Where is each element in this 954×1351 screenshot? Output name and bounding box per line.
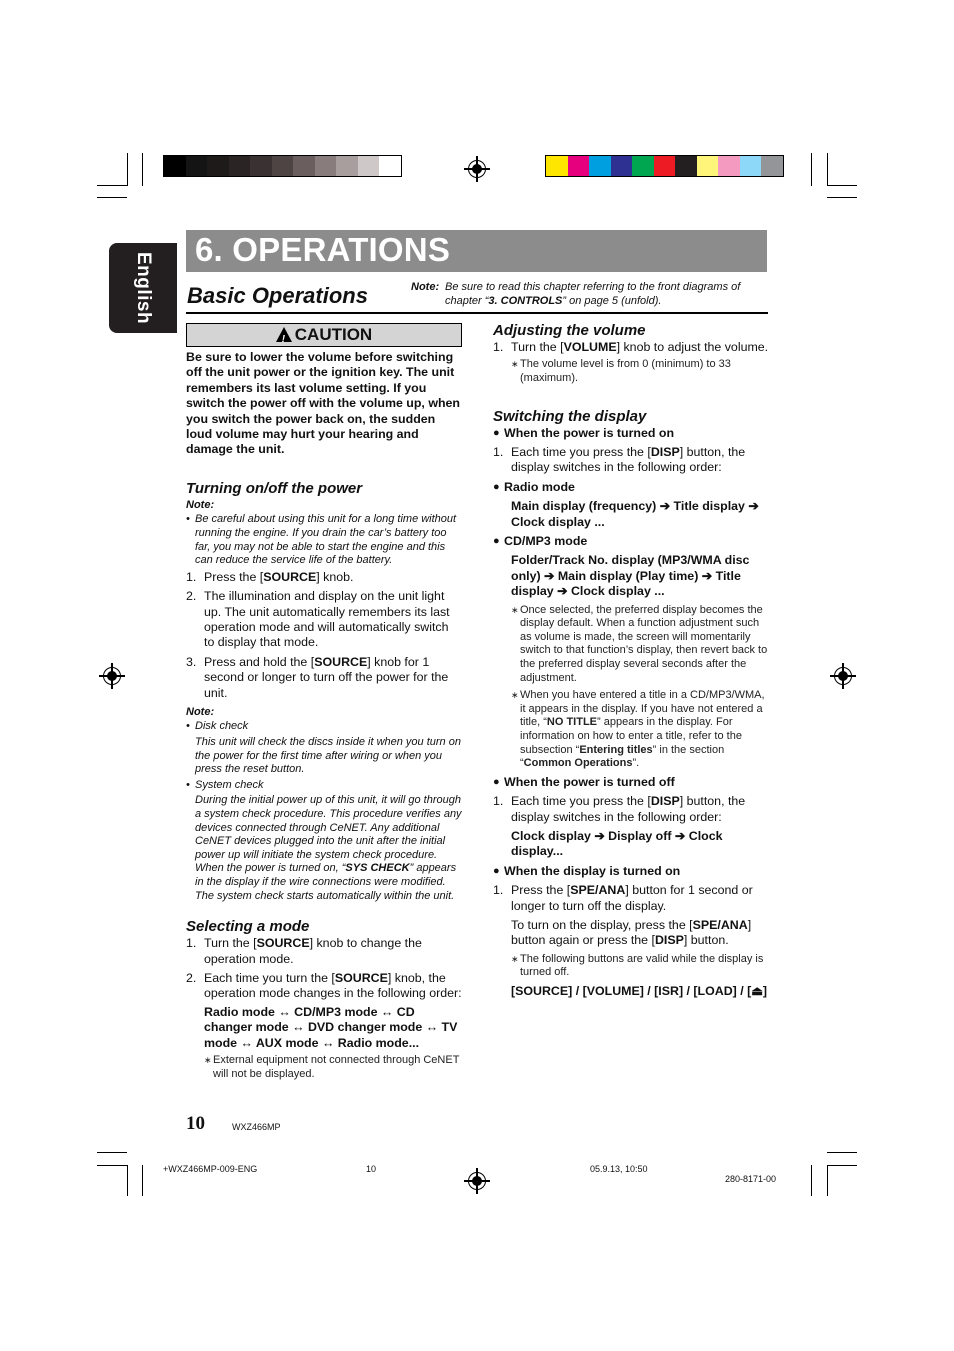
system-check-note: • System check (186, 778, 264, 791)
crop-mark (827, 185, 857, 186)
crop-mark (127, 1165, 128, 1196)
crop-mark (142, 153, 143, 186)
color-swatch (379, 156, 401, 176)
mode-sequence: Radio mode ↔ CD/MP3 mode ↔ CD changer mode ↔ DVD changer mode ↔ TV mode ↔ AUX mode ↔ Radio mode... (204, 1004, 458, 1050)
color-swatch (358, 156, 380, 176)
color-swatch (718, 156, 740, 176)
color-swatch (589, 156, 611, 176)
note-label: Note: (186, 499, 215, 511)
disk-check-note: • Disk check (186, 720, 249, 733)
volume-heading: Adjusting the volume (493, 322, 646, 339)
grayscale-color-bar (163, 155, 402, 177)
chapter-title: 6. OPERATIONS (195, 231, 451, 268)
color-swatch (272, 156, 294, 176)
power-off-subheading: ● When the power is turned off (493, 774, 675, 789)
footer-code: 280-8171-00 (725, 1174, 777, 1184)
caution-text: Be sure to lower the volume before switching off the unit power or the ignition key. The unit remembers its last volume setting. If you switch the power off with the volume up, when you switch the power back on, the sudden loud volume may hurt your hearing and damage the unit. (186, 350, 460, 457)
color-swatch (654, 156, 676, 176)
page-number: 10 (186, 1113, 205, 1134)
list-item: 2. Each time you turn the [SOURCE] knob, the operation mode changes in the following order: (186, 970, 462, 1001)
crop-mark (811, 153, 812, 186)
mode-footnote: ∗ External equipment not connected through CeNET will not be displayed. (204, 1054, 460, 1080)
list-item: 1. Press the [SPE/ANA] button for 1 second or longer to turn off the display. (493, 883, 753, 913)
color-swatch (611, 156, 633, 176)
crop-mark (827, 197, 857, 198)
disk-check-text: This unit will check the discs inside it when you turn on the power for the first time after wiring or when you press the reset button. (195, 736, 461, 776)
registration-mark-icon (468, 160, 486, 178)
crop-mark (827, 1152, 857, 1153)
chapter-title-bar (186, 230, 767, 272)
list-item: 1. Turn the [VOLUME] knob to adjust the volume. (493, 340, 769, 354)
cd-mode-subheading: ● CD/MP3 mode (493, 534, 588, 549)
crop-mark (97, 185, 127, 186)
footer-page: 10 (366, 1164, 377, 1174)
list-item: 3. Press and hold the [SOURCE] knob for 1 second or longer to turn off the power for the unit. (186, 654, 449, 700)
registration-mark-icon (103, 667, 121, 685)
note-label: Note: (186, 706, 215, 719)
crop-mark (97, 197, 127, 198)
header-note: Note: Be sure to read this chapter referring to the front diagrams of chapter “3. CONTROLS” on page 5 (unfold). (411, 281, 741, 307)
crop-mark (97, 1165, 127, 1166)
title-footnote: ∗ When you have entered a title in a CD/MP3/WMA, it appears in the display. If you have not entered a title, “NO TITLE” appears in the display. For information on how to enter a title, refer to the subsection “Entering titles” in the section “Common Operations”. (511, 689, 765, 770)
registration-mark-icon (468, 1172, 486, 1190)
color-swatch (632, 156, 654, 176)
crop-mark (811, 1165, 812, 1196)
crop-mark (142, 1165, 143, 1196)
caution-box (186, 323, 462, 347)
section-title: Basic Operations (187, 283, 368, 308)
model-number: WXZ466MP (232, 1122, 281, 1132)
list-item: 1. Each time you press the [DISP] button, the display switches in the following order: (493, 794, 746, 824)
color-swatch (293, 156, 315, 176)
color-swatch (675, 156, 697, 176)
color-swatch (250, 156, 272, 176)
language-tab (109, 243, 177, 333)
footer-file: +WXZ466MP-009-ENG (163, 1164, 258, 1174)
power-on-subheading: ● When the power is turned on (493, 425, 675, 440)
left-column (186, 480, 462, 1081)
power-note: • Be careful about using this unit for a long time without running the engine. If you drain the car’s battery too far, you may not be able to start the engine and this can reduce the service life of the battery. (186, 513, 457, 567)
valid-buttons-list: [SOURCE] / [VOLUME] / [ISR] / [LOAD] / [⏏] (511, 984, 768, 999)
header-rule (186, 312, 768, 314)
radio-display-sequence: Main display (frequency) ➔ Title display ➔ Clock display ... (511, 499, 759, 529)
color-swatch (336, 156, 358, 176)
crop-mark (827, 1165, 828, 1196)
list-item: 1. Press the [SOURCE] knob. (186, 569, 354, 584)
list-item: 1. Turn the [SOURCE] knob to change the operation mode. (186, 936, 422, 966)
display-on-instruction: To turn on the display, press the [SPE/ANA] button again or press the [DISP] button. (511, 918, 752, 948)
language-tab-label: English (133, 251, 154, 325)
color-swatch (697, 156, 719, 176)
controls-reference: 3. CONTROLS (488, 295, 563, 307)
warning-icon (276, 327, 292, 342)
header-note-label: Note: (411, 281, 440, 293)
power-heading: Turning on/off the power (186, 480, 363, 497)
caution-label: CAUTION (294, 325, 373, 344)
crop-mark (97, 1152, 127, 1153)
volume-footnote: ∗ The volume level is from 0 (minimum) to 33 (maximum). (511, 358, 731, 384)
radio-mode-subheading: ● Radio mode (493, 479, 575, 494)
color-swatch (546, 156, 568, 176)
mode-heading: Selecting a mode (186, 918, 310, 936)
display-heading: Switching the display (493, 407, 647, 425)
footer-date: 05.9.13, 10:50 (590, 1164, 648, 1174)
color-swatch (568, 156, 590, 176)
color-swatch (229, 156, 251, 176)
color-swatch (761, 156, 783, 176)
system-check-text: During the initial power up of this unit, it will go through a system check procedure. This procedure verifies any devices connected through CeNET. Any additional CeNET devices plugged into the unit after the initial power up will initiate the system check procedure. When the power is turned on, “SYS CHECK” appears in the display if the wire connections were modified. The system check starts automatically within the unit. (195, 794, 462, 902)
cd-display-sequence: Folder/Track No. display (MP3/WMA disc only) ➔ Main display (Play time) ➔ Title display ➔ Clock display ... (511, 553, 750, 599)
crop-mark (127, 153, 128, 186)
color-swatch (164, 156, 186, 176)
display-footnote: ∗ Once selected, the preferred display becomes the display default. When a function adjustment such as volume is made, the screen will momentarily switch to that function’s display, then revert back to the preferred display several seconds after the adjustment. (511, 603, 768, 684)
list-item: 2. The illumination and display on the unit light up. The unit automatically remembers its last operation mode and will automatically switch to display that mode. (186, 589, 450, 650)
process-color-bar (545, 155, 784, 177)
color-swatch (740, 156, 762, 176)
right-column (493, 322, 769, 999)
color-swatch (186, 156, 208, 176)
registration-mark-icon (834, 667, 852, 685)
display-on-subheading: ● When the display is turned on (493, 863, 681, 878)
list-item: 1. Each time you press the [DISP] button, the display switches in the following order: (493, 445, 746, 475)
color-swatch (315, 156, 337, 176)
valid-buttons-footnote: ∗ The following buttons are valid while the display is turned off. (511, 952, 764, 979)
off-display-sequence: Clock display ➔ Display off ➔ Clock display... (511, 829, 723, 859)
color-swatch (207, 156, 229, 176)
crop-mark (827, 153, 828, 186)
crop-mark (827, 1165, 857, 1166)
